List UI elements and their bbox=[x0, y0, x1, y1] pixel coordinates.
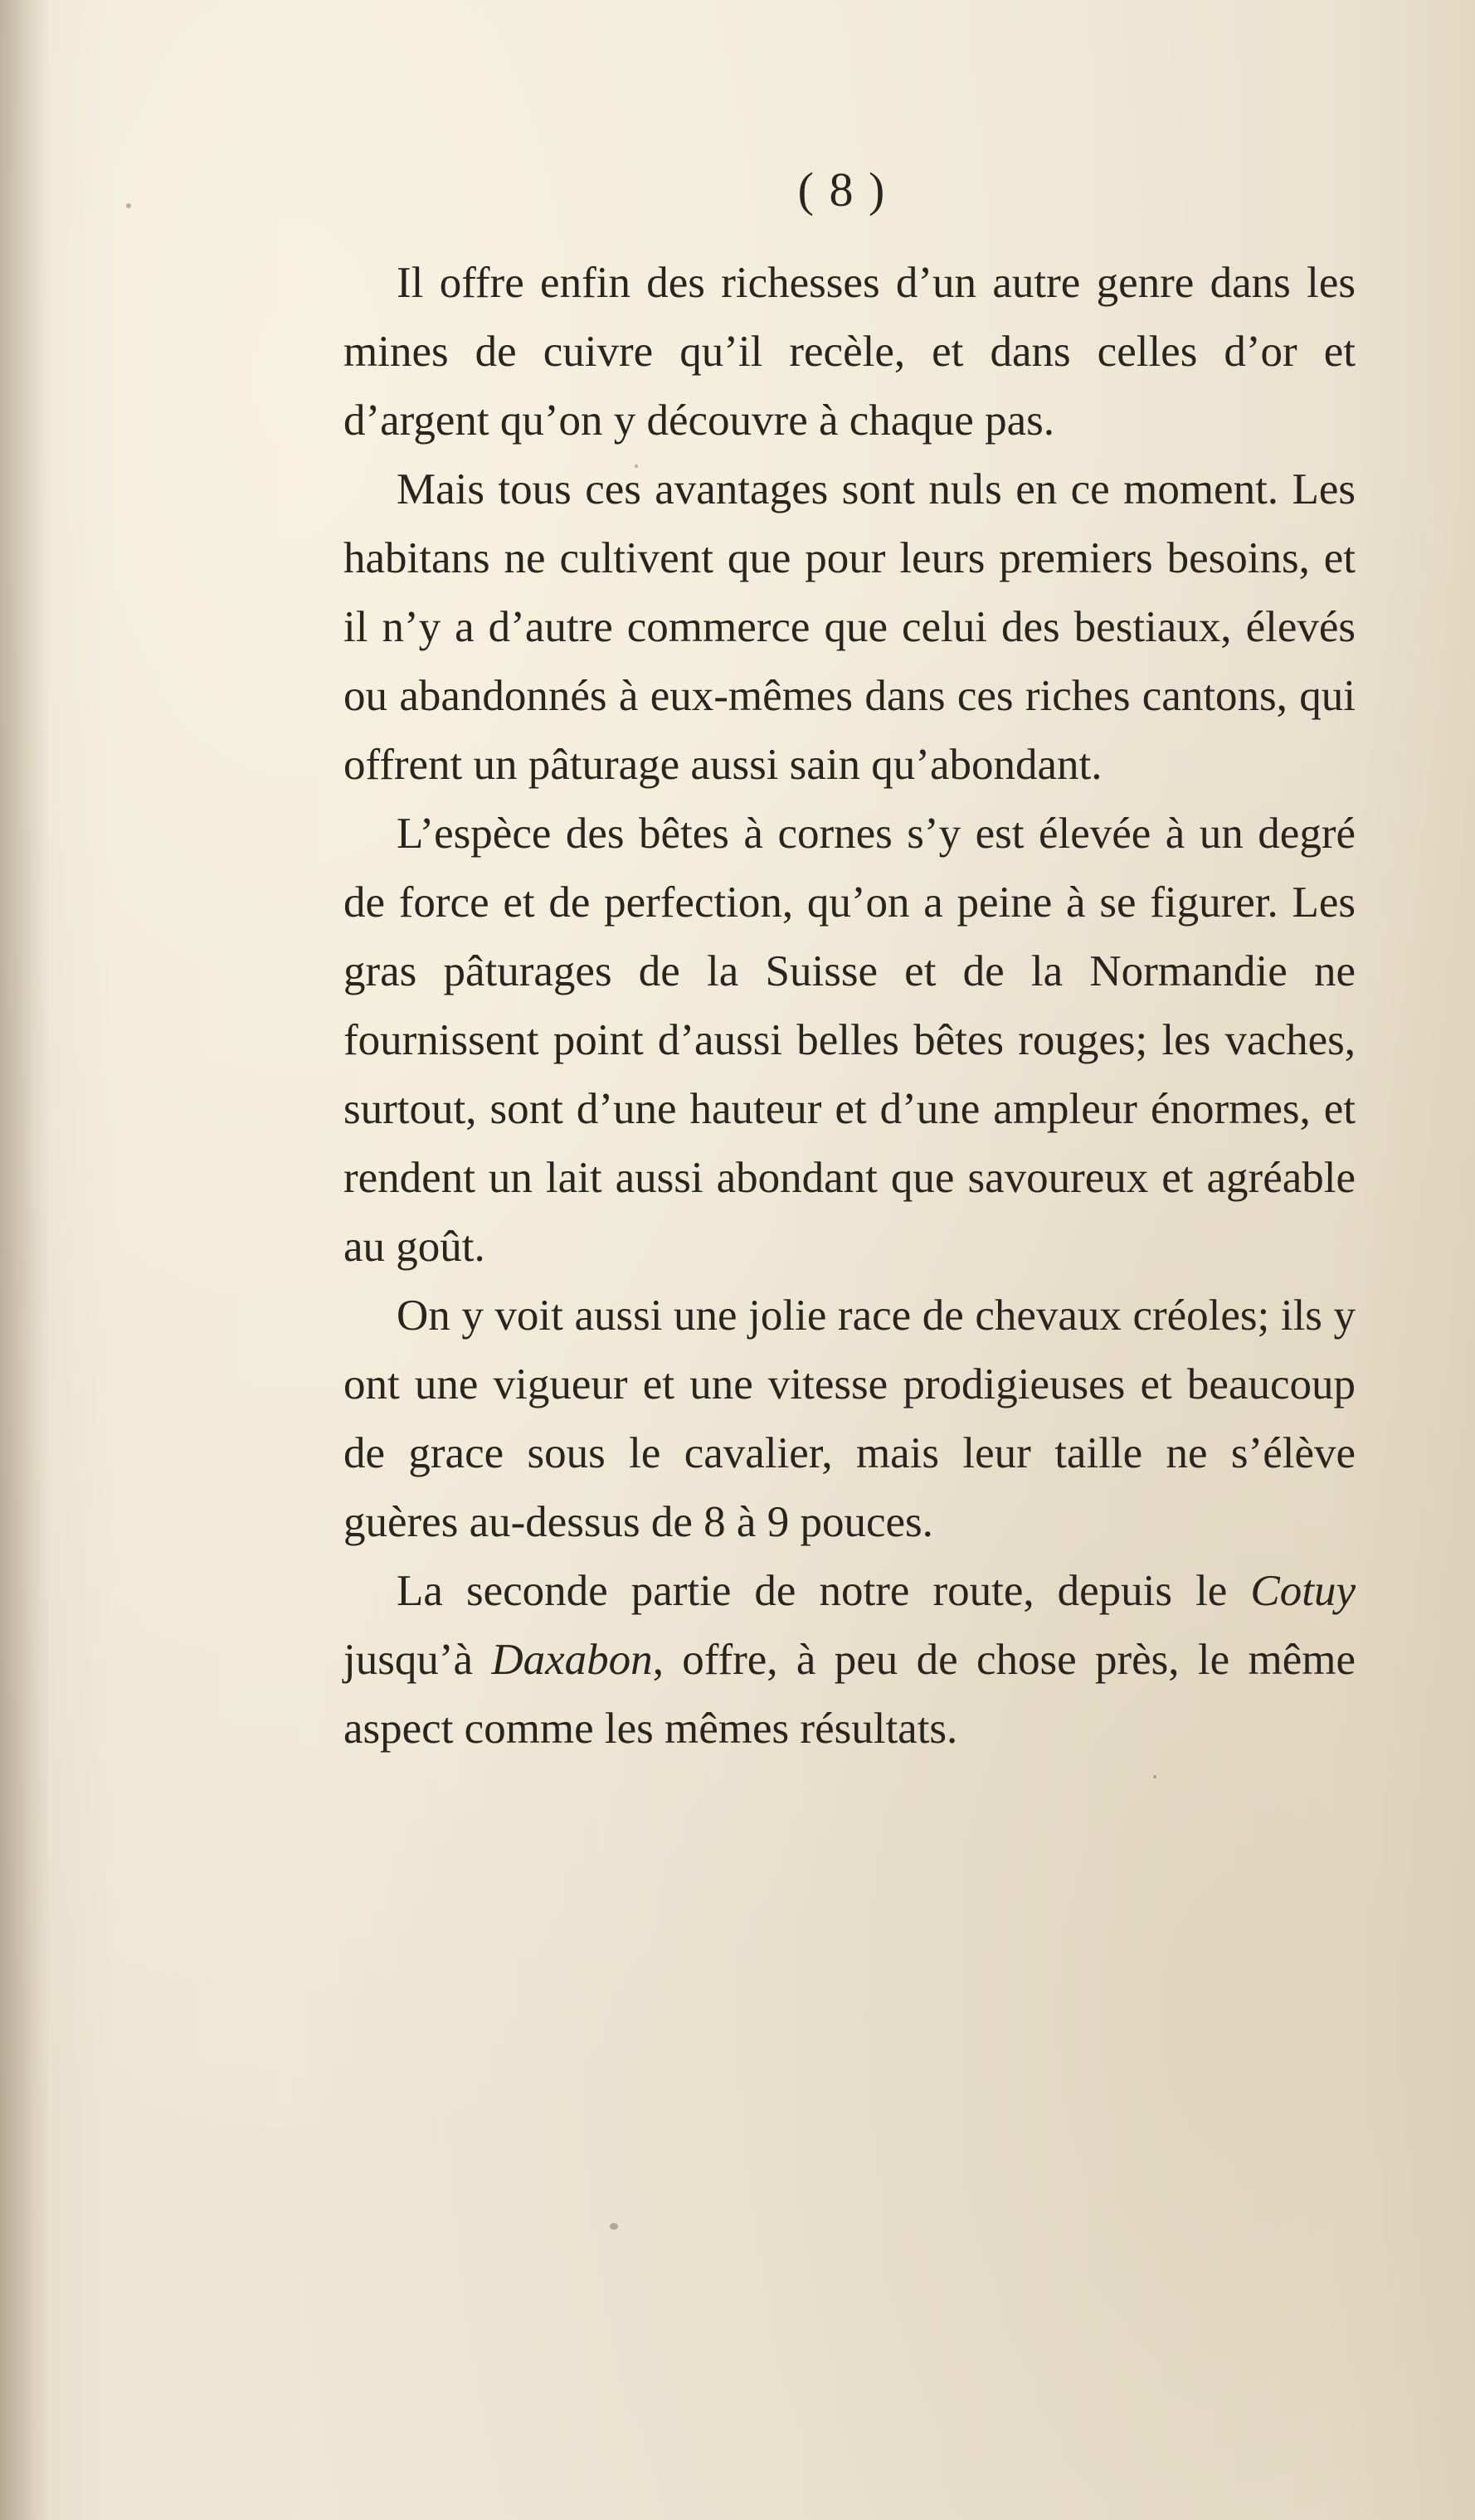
paper-speck bbox=[610, 2223, 618, 2230]
paragraph-commerce: Mais tous ces avantages sont nuls en ce moment. Les habitans ne cultivent que pour leurs premiers besoins, et il n’y a d’autre commerce que celui des bestiaux, élevés ou abandonnés à eux-mêmes dans ces riches cantons, qui offrent un pâturage aussi sain qu’abondant. bbox=[343, 465, 1356, 789]
place-name-cotuy: Cotuy bbox=[1250, 1567, 1356, 1615]
body-text bbox=[343, 249, 1356, 1764]
paragraph-cattle: L’espèce des bêtes à cornes s’y est élevée à un degré de force et de perfection, qu’on a peine à se figurer. Les gras pâturages de la Suisse et de la Normandie ne fournissent point d’aussi belles bêtes rouges; les vaches, surtout, sont d’une hauteur et d’une ampleur énormes, et rendent un lait aussi abondant que savoureux et agréable au goût. bbox=[343, 810, 1356, 1271]
route-text-part-3: , offre, à peu de chose près, le même aspect comme les mêmes résultats. bbox=[343, 1636, 1356, 1753]
page-number: ( 8 ) bbox=[797, 163, 887, 216]
paper-speck bbox=[1153, 1775, 1156, 1778]
paragraph-mines: Il offre enfin des richesses d’un autre genre dans les mines de cuivre qu’il recèle, et dans celles d’or et d’argent qu’on y découvre à chaque pas. bbox=[343, 259, 1356, 445]
place-name-daxabon: Daxabon bbox=[491, 1636, 653, 1684]
page-gutter-shadow bbox=[0, 0, 50, 2520]
paragraph-route bbox=[343, 1557, 1356, 1764]
route-text-part-1: La seconde partie de notre route, depuis le bbox=[397, 1567, 1251, 1615]
paragraph-horses: On y voit aussi une jolie race de chevaux créoles; ils y ont une vigueur et une vitesse prodigieuses et beaucoup de grace sous le cavalier, mais leur taille ne s’élève guères au-dessus de 8 à 9 pouces. bbox=[343, 1292, 1356, 1546]
route-text-part-2: jusqu’à bbox=[343, 1636, 492, 1684]
paper-speck bbox=[126, 203, 131, 208]
